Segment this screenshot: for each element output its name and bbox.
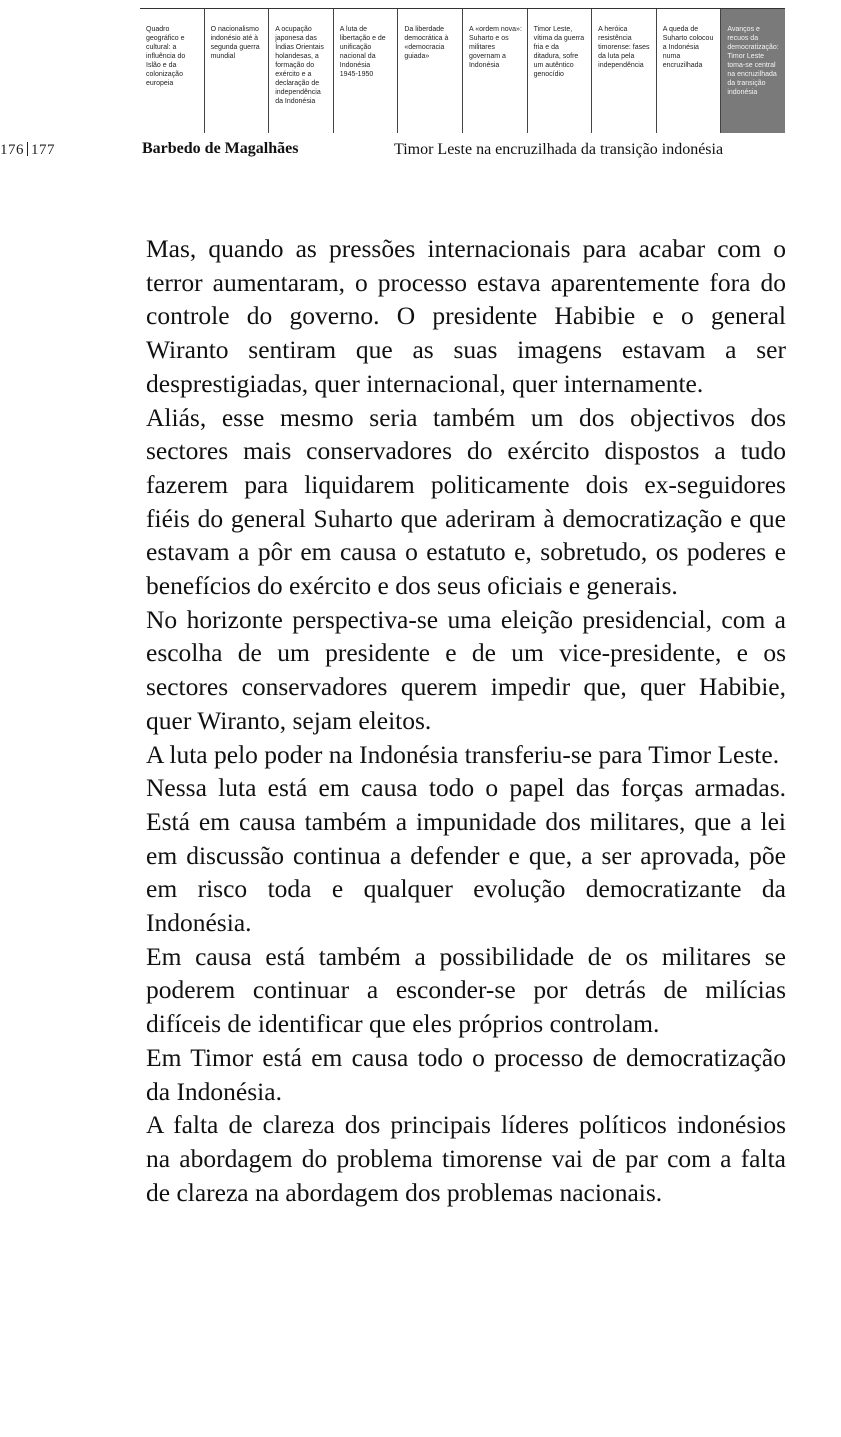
chapter-tab-7: Timor Leste, vítima da guerra fria e da ditadura, sofre um autêntico genocídio xyxy=(528,9,593,133)
paragraph: Mas, quando as pressões internacionais para acabar com o terror aumentaram, o processo estava aparentemente fora do controle do governo. O presidente Habibie e o general Wiranto sentiram que as suas imagens estavam a ser desprestigiadas, quer internacional, quer internamente. xyxy=(146,234,786,398)
paragraph: Aliás, esse mesmo seria também um dos objectivos dos sectores mais conservadores do exército dispostos a tudo fazerem para liquidarem politicamente dois ex-seguidores fiéis do general Suharto que aderiram à democratização e que estavam a pôr em causa o estatuto e, sobretudo, os poderes e benefícios do exército e dos seus oficiais e generais. xyxy=(146,402,786,601)
chapter-tab-3: A ocupação japonesa das Índias Orientais holandesas, a formação do exército e a declaração de independência da Indonésia xyxy=(269,9,334,133)
page-number-left: 176 xyxy=(0,142,24,158)
page-numbers xyxy=(0,142,55,159)
chapter-tab-current: Avanços e recuos da democratização: Timor Leste toma-se central na encruzilhada da transição indonésia xyxy=(721,9,785,133)
running-header-title: Timor Leste na encruzilhada da transição indonésia xyxy=(394,141,724,158)
paragraph: Nessa luta está em causa todo o papel das forças armadas. Está em causa também a impunidade dos militares, que a lei em discussão continua a defender e que, a ser aprovada, põe em risco toda e qualquer evolução democratizante da Indonésia. xyxy=(146,773,786,938)
paragraph: Em causa está também a possibilidade de os militares se poderem continuar a esconder-se por detrás de milícias difíceis de identificar que eles próprios controlam. xyxy=(146,941,786,1039)
chapter-tab-6: A «ordem nova»: Suharto e os militares governam a Indonésia xyxy=(463,9,528,133)
paragraph: Em Timor está em causa todo o processo de democratização da Indonésia. xyxy=(146,1042,786,1106)
chapter-tab-9: A queda de Suharto colocou a Indonésia numa encruzilhada xyxy=(657,9,722,133)
chapter-tab-1: Quadro geográfico e cultural: a influência do Islão e da colonização europeia xyxy=(140,9,205,133)
paragraph: No horizonte perspectiva-se uma eleição presidencial, com a escolha de um presidente e de um vice-presidente, e os sectores conservadores querem impedir que, quer Habibie, quer Wiranto, sejam eleitos. xyxy=(146,604,786,735)
body-text xyxy=(146,232,786,1209)
page-number-right: 177 xyxy=(31,142,55,158)
chapter-tab-4: A luta de libertação e de unificação nacional da Indonésia 1945-1950 xyxy=(334,9,399,133)
page-number-divider xyxy=(27,142,28,156)
paragraph: A falta de clareza dos principais líderes políticos indonésios na abordagem do problema timorense vai de par com a falta de clareza na abordagem dos problemas nacionais. xyxy=(146,1110,786,1207)
chapter-tab-2: O nacionalismo indonésio até à segunda guerra mundial xyxy=(205,9,270,133)
chapter-tab-5: Da liberdade democrática à «democracia guiada» xyxy=(398,9,463,133)
running-header-author: Barbedo de Magalhães xyxy=(142,140,299,157)
chapter-tab-8: A heróica resistência timorense: fases da luta pela independência xyxy=(592,9,657,133)
chapter-navigation-strip xyxy=(140,8,785,133)
paragraph: A luta pelo poder na Indonésia transferiu-se para Timor Leste. xyxy=(146,739,780,769)
